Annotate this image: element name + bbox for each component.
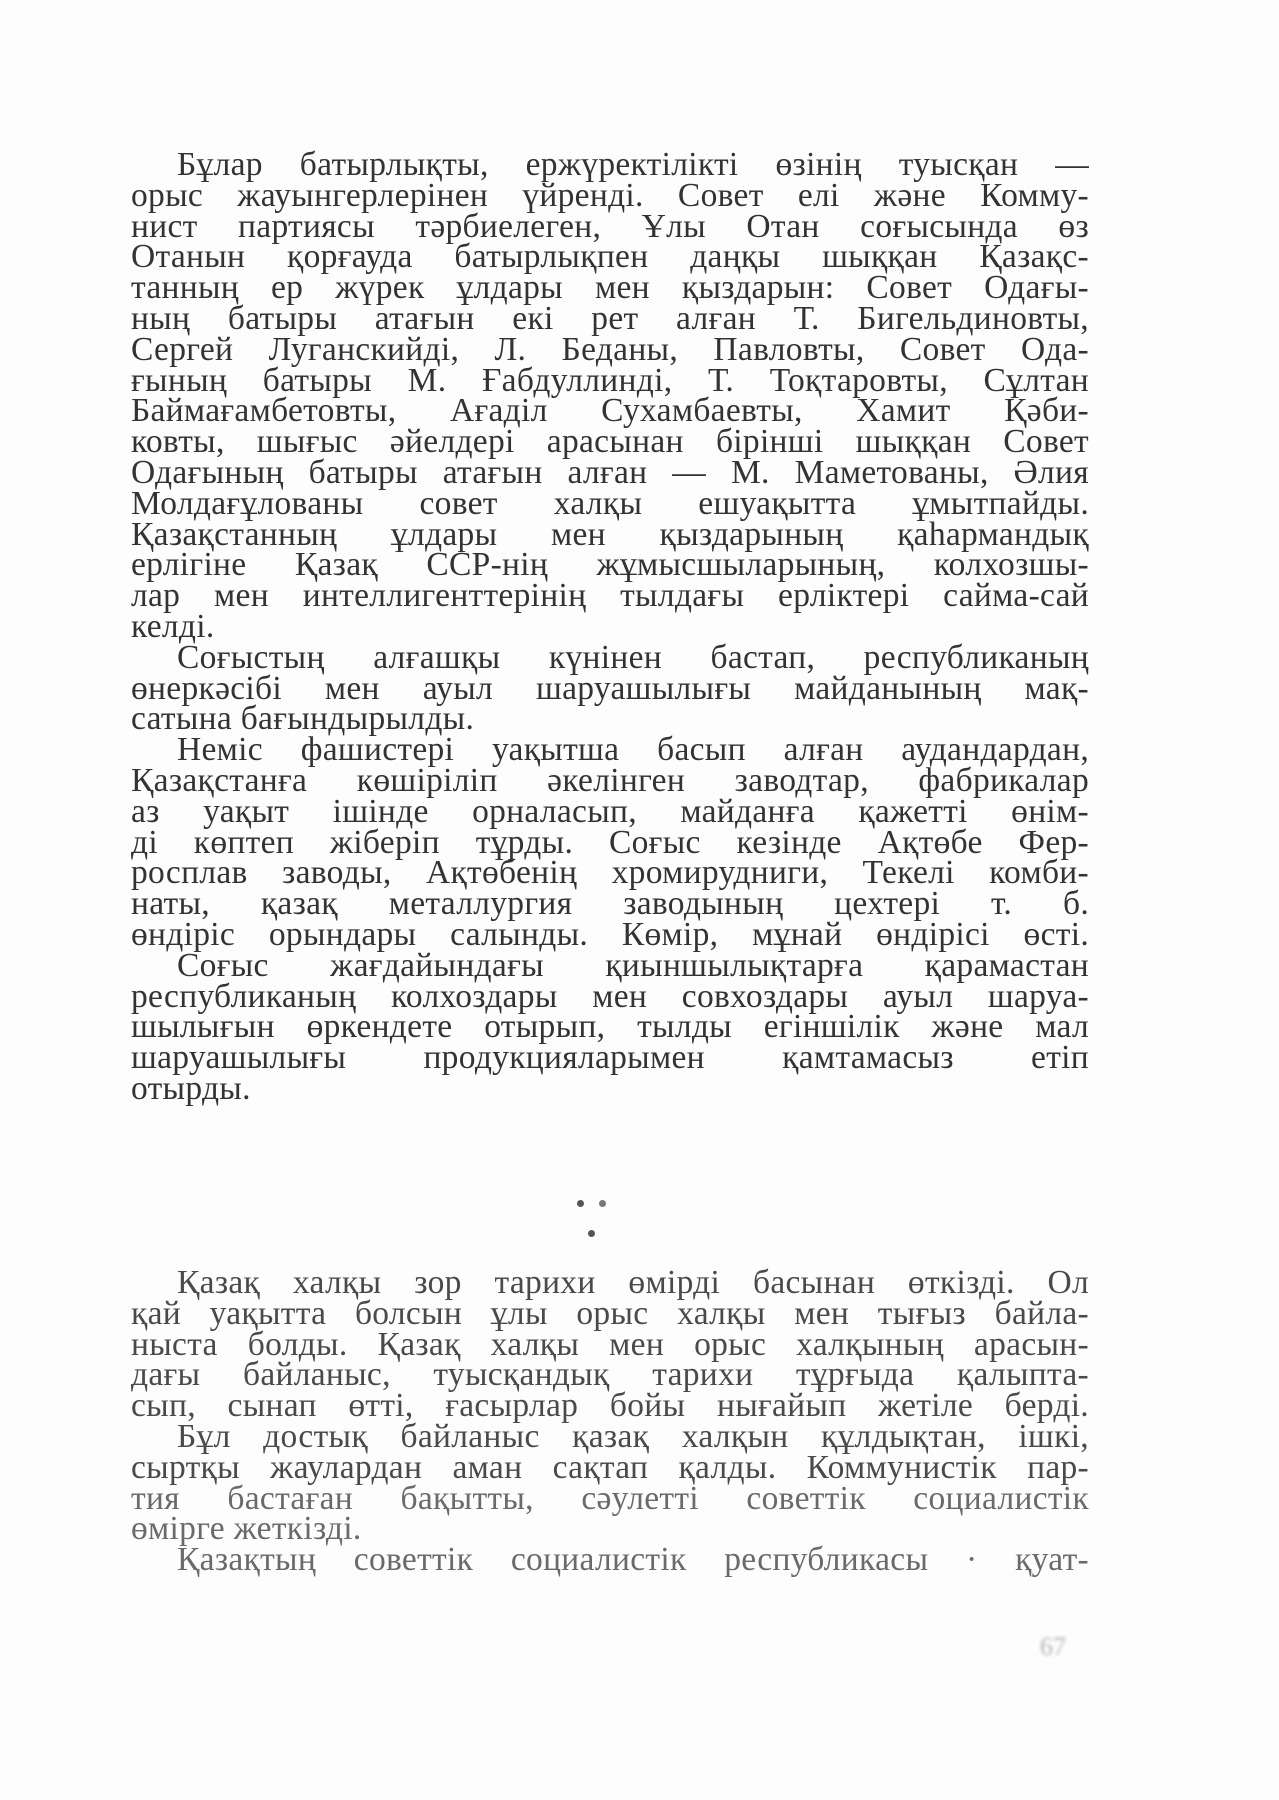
text-line: лар мен интеллигенттерінің тылдағы ерліктері сайма-сай — [131, 577, 1089, 615]
text-line: Қазақтың советтік социалистік республикасы · қуат- — [177, 1541, 1089, 1579]
text-line: Сергей Луганскийді, Л. Беданы, Павловты, Совет Ода- — [131, 330, 1089, 368]
text-line: ныста болды. Қазақ халқы мен орыс халқының арасын- — [131, 1325, 1089, 1363]
text-line: Қазақстанның ұлдары мен қыздарының қаһармандық — [131, 515, 1089, 553]
paragraph — [131, 946, 1089, 1107]
text-line: өндіріс орындары салынды. Көмір, мұнай өндірісі өсті. — [131, 915, 1089, 953]
page-number: 67 — [1040, 1632, 1066, 1661]
text-line: дағы байланыс, туысқандық тарихи тұрғыда қалыпта- — [131, 1356, 1089, 1394]
text-section-2 — [131, 1264, 1089, 1579]
text-section-1 — [131, 146, 1089, 1107]
text-line: ковты, шығыс әйелдері арасынан бірінші шыққан Совет — [131, 423, 1089, 461]
separator-dot — [599, 1200, 606, 1207]
text-line: Неміс фашистері уақытша басып алған аудандардан, — [177, 731, 1089, 769]
text-line: ның батыры атағын екі рет алған Т. Бигельдиновты, — [131, 299, 1089, 337]
text-line: нист партиясы тәрбиелеген, Ұлы Отан соғысында өз — [131, 207, 1089, 245]
text-line: өмірге жеткізді. — [131, 1510, 362, 1548]
paragraph — [131, 1264, 1089, 1425]
paragraph — [131, 1541, 1089, 1579]
text-line: Баймағамбетовты, Ағаділ Сухамбаевты, Хамит Қәби- — [131, 392, 1089, 430]
text-line: сатына бағындырылды. — [131, 700, 475, 738]
paragraph — [131, 1417, 1089, 1548]
text-line: отырды. — [131, 1069, 251, 1107]
text-line: Одағының батыры атағын алған — М. Маметованы, Әлия — [131, 453, 1089, 491]
paragraph — [131, 731, 1089, 953]
three-dots-asterism-icon — [566, 1190, 626, 1250]
text-line: сып, сынап өтті, ғасырлар бойы нығайып жетіле берді. — [131, 1387, 1089, 1425]
text-line: қай уақытта болсын ұлы орыс халқы мен тығыз байла- — [131, 1294, 1089, 1332]
text-line: Бұлар батырлықты, ержүректілікті өзінің туысқан — — [177, 146, 1089, 183]
text-line: Қазақ халқы зор тарихи өмірді басынан өткізді. Ол — [177, 1264, 1089, 1301]
text-line: ерлігіне Қазақ ССР-нің жұмысшыларының, колхозшы- — [131, 546, 1089, 584]
separator-dot — [577, 1200, 584, 1207]
text-line: орыс жауынгерлерінен үйренді. Совет елі және Комму- — [131, 176, 1089, 214]
text-line: Қазақстанға көшіріліп әкелінген заводтар, фабрикалар — [131, 761, 1089, 799]
text-line: ғының батыры М. Ғабдуллинді, Т. Тоқтаровты, Сұлтан — [131, 361, 1089, 399]
text-line: наты, қазақ металлургия заводының цехтері т. б. — [131, 885, 1089, 923]
text-line: республиканың колхоздары мен совхоздары ауыл шаруа- — [131, 977, 1089, 1015]
text-line: Соғыстың алғашқы күнінен бастап, республиканың — [177, 638, 1089, 676]
text-line: тия бастаған бақытты, сәулетті советтік социалистік — [131, 1479, 1089, 1517]
paragraph — [131, 146, 1089, 645]
text-line: Отанын қорғауда батырлықпен даңқы шыққан Қазақс- — [131, 238, 1089, 276]
paragraph — [131, 638, 1089, 738]
text-line: росплав заводы, Ақтөбенің хромирудниги, Текелі комби- — [131, 854, 1089, 892]
text-line: өнеркәсібі мен ауыл шаруашылығы майданының мақ- — [131, 669, 1089, 707]
text-line: Молдағұлованы совет халқы ешуақытта ұмытпайды. — [131, 484, 1089, 522]
text-line: ді көптеп жіберіп тұрды. Соғыс кезінде Ақтөбе Фер- — [131, 823, 1089, 861]
text-line: Соғыс жағдайындағы қиыншылықтарға қарамастан — [177, 946, 1089, 984]
text-line: Бұл достық байланыс қазақ халқын құлдықтан, ішкі, — [177, 1417, 1089, 1455]
text-line: аз уақыт ішінде орналасып, майданға қажетті өнім- — [131, 792, 1089, 830]
text-line: танның ер жүрек ұлдары мен қыздарын: Совет Одағы- — [131, 269, 1089, 307]
separator-dot — [588, 1230, 595, 1237]
text-line: шылығын өркендете отырып, тылды егіншілік және мал — [131, 1008, 1089, 1046]
text-line: келді. — [131, 607, 215, 645]
text-line: сыртқы жаулардан аман сақтап қалды. Коммунистік пар- — [131, 1448, 1089, 1486]
text-line: шаруашылығы продукцияларымен қамтамасыз етіп — [131, 1039, 1089, 1077]
